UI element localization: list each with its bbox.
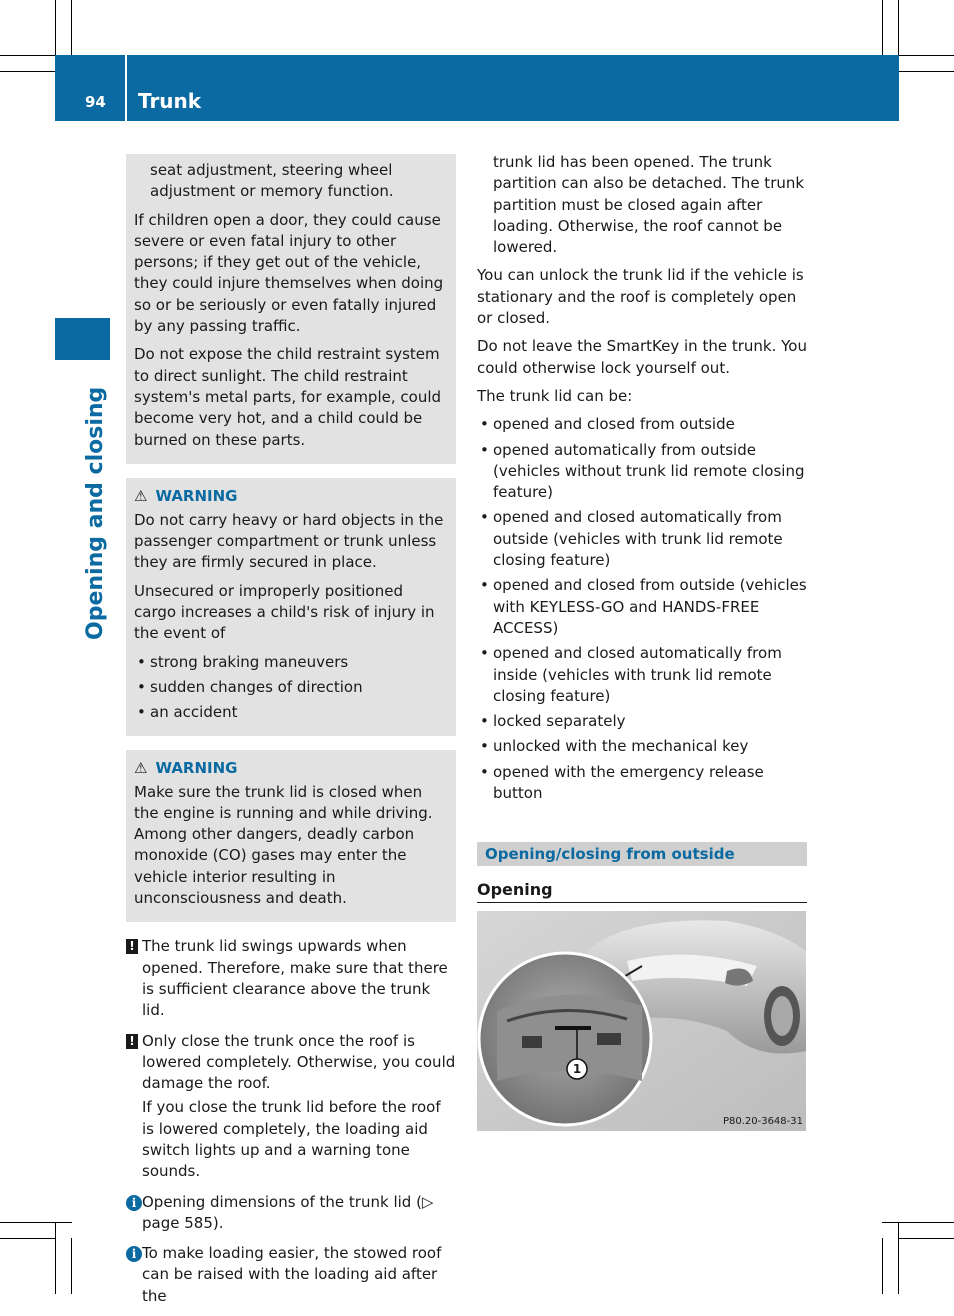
info-note — [126, 1243, 456, 1307]
warning-paragraph: Do not carry heavy or hard objects in the passenger compartment or trunk unless they are firmly secured in place. — [134, 510, 444, 572]
warning-list — [134, 652, 448, 724]
continued-paragraph: trunk lid has been opened. The trunk partition can also be detached. The trunk partition must be closed again after loading. Otherwise, the roof cannot be lowered. — [493, 153, 805, 257]
caution-note — [126, 936, 456, 1021]
section-title: Trunk — [138, 89, 202, 113]
info-icon: i — [126, 1195, 142, 1211]
note-text: To make loading easier, the stowed roof can be raised with the loading aid after the — [142, 1244, 442, 1305]
crop-mark — [882, 1238, 883, 1294]
warning-heading — [134, 486, 448, 506]
warning-heading — [134, 758, 448, 778]
info-icon: i — [126, 1246, 142, 1262]
list-item: • opened and closed from outside — [477, 414, 807, 435]
crop-mark — [71, 0, 72, 55]
chapter-tab — [55, 318, 110, 360]
list-item: • strong braking maneuvers — [134, 652, 448, 673]
warning-paragraph: Unsecured or improperly positioned cargo increases a child's risk of injury in the event of — [134, 581, 435, 643]
warning-paragraph: Make sure the trunk lid is closed when the engine is running and while driving. Among other dangers, deadly carbon monoxide (CO) gases may enter the vehicle interior resulting in unconsciousness and death. — [134, 782, 433, 908]
trunk-figure — [477, 911, 806, 1131]
right-column — [477, 152, 807, 1131]
callout-label: 1 — [572, 1062, 582, 1077]
paragraph: The trunk lid can be: — [477, 386, 633, 405]
trunk-options-list — [477, 414, 807, 804]
list-item: • opened automatically from outside (vehicles without trunk lid remote closing feature) — [477, 440, 807, 504]
note-text: Only close the trunk once the roof is lowered completely. Otherwise, you could damage the roof. — [142, 1031, 456, 1093]
list-item: • opened and closed automatically from inside (vehicles with trunk lid remote closing feature) — [477, 643, 807, 707]
warning-label: WARNING — [155, 486, 238, 505]
list-item: • an accident — [134, 702, 448, 723]
figure-code: P80.20-3648-31 — [722, 1116, 803, 1128]
page-number: 94 — [85, 93, 106, 111]
note-text: Opening dimensions of the trunk lid (▷ page 585). — [142, 1192, 434, 1232]
crop-mark — [882, 0, 883, 55]
subsection-heading: Opening/closing from outside — [477, 842, 807, 866]
box-paragraph: If children open a door, they could cause severe or even fatal injury to other persons; if they get out of the vehicle, they could injure themselves when doing so or be seriously or even fatally injured by any passing traffic. — [134, 210, 444, 336]
list-item: • sudden changes of direction — [134, 677, 448, 698]
box-paragraph: seat adjustment, steering wheel adjustment or memory function. — [150, 161, 394, 201]
list-item: • opened and closed automatically from outside (vehicles with trunk lid remote closing feature) — [477, 507, 807, 571]
left-column — [126, 154, 456, 1316]
warning-box — [126, 750, 456, 923]
crop-mark — [899, 1238, 954, 1239]
paragraph: You can unlock the trunk lid if the vehicle is stationary and the roof is completely open or closed. — [477, 266, 804, 328]
warning-triangle-icon: ⚠ — [134, 758, 148, 777]
exclamation-icon: ! — [126, 1034, 138, 1049]
list-item: • opened with the emergency release button — [477, 762, 807, 805]
crop-mark — [0, 1238, 55, 1239]
continued-warning-box — [126, 154, 456, 464]
info-note — [126, 1192, 456, 1235]
paragraph: Do not leave the SmartKey in the trunk. You could otherwise lock yourself out. — [477, 337, 807, 377]
crop-mark — [899, 55, 954, 56]
list-item: • opened and closed from outside (vehicles with KEYLESS-GO and HANDS-FREE ACCESS) — [477, 575, 807, 639]
car-rear-illustration — [477, 911, 806, 1131]
box-paragraph: Do not expose the child restraint system to direct sunlight. The child restraint system's metal parts, for example, could become very hot, and a child could be burned on these parts. — [134, 345, 442, 449]
crop-mark — [55, 1222, 56, 1294]
header-divider — [125, 55, 127, 121]
list-item: • locked separately — [477, 711, 807, 732]
note-text: The trunk lid swings upwards when opened. Therefore, make sure that there is sufficient clearance above the trunk lid. — [142, 937, 448, 1020]
warning-triangle-icon: ⚠ — [134, 486, 148, 505]
exclamation-icon: ! — [126, 939, 138, 954]
crop-mark — [0, 55, 55, 56]
warning-box — [126, 478, 456, 736]
page-header — [55, 55, 899, 121]
crop-mark — [0, 1222, 72, 1223]
list-item: • unlocked with the mechanical key — [477, 736, 807, 757]
crop-mark — [898, 1222, 899, 1294]
opening-heading: Opening — [477, 880, 807, 903]
warning-label: WARNING — [155, 758, 238, 777]
note-text: If you close the trunk lid before the roof is lowered completely, the loading aid switch lights up and a warning tone sounds. — [142, 1098, 441, 1181]
crop-mark — [71, 1238, 72, 1294]
caution-note — [126, 1031, 456, 1095]
chapter-title: Opening and closing — [83, 386, 108, 640]
crop-mark — [882, 1222, 954, 1223]
